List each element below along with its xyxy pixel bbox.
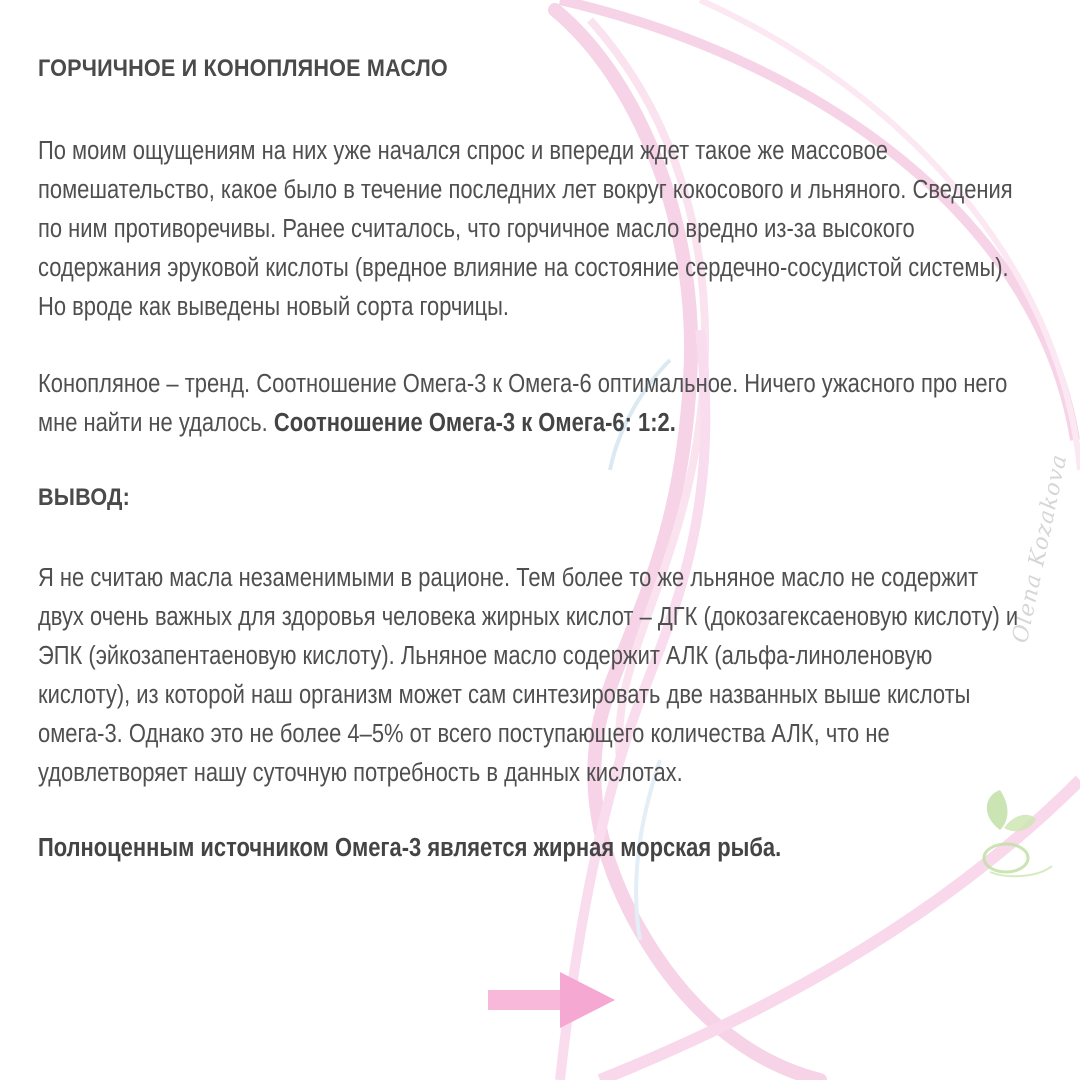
arrow-right-icon[interactable]	[488, 972, 615, 1028]
signature-watermark: Olena Kozakova	[1008, 451, 1073, 646]
paragraph-conclusion: Я не считаю масла незаменимыми в рационе. Тем более то же льняное масло не содержит двух очень важных для здоровья человека жирных кислот – ДГК (докозагексаеновую кислоту) и ЭПК (эйкозапентаеновую кислоту). Льняное масло содержит АЛК (альфа-линоленовую кислоту), из которой наш организм может сам синтезировать две названных выше кислоты омега-3. Однако это не более 4–5% от всего поступающего количества АЛК, что не удовлетворяет нашу суточную потребность в данных кислотах.	[38, 564, 1019, 787]
section-heading-oils: ГОРЧИЧНОЕ И КОНОПЛЯНОЕ МАСЛО	[38, 55, 448, 82]
omega-ratio-highlight: Соотношение Омега-3 к Омега-6: 1:2.	[273, 409, 676, 437]
section-heading-conclusion: ВЫВОД:	[38, 484, 130, 511]
paragraph-hemp-oil	[38, 365, 1027, 443]
paragraph-mustard-oil: По моим ощущениям на них уже начался спрос и впереди ждет такое же массовое помешательство, какое было в течение последних лет вокруг кокосового и льняного. Сведения по ним противоречивы. Ранее считалось, что горчичное масло вредно из-за высокого содержания эруковой кислоты (вредное влияние на состояние сердечно-сосудистой системы). Но вроде как выведены новый сорта горчицы.	[38, 137, 1013, 321]
article-content	[38, 50, 1028, 868]
hemp-oil-text: Конопляное – тренд. Соотношение Омега-3 к Омега-6 оптимальное. Ничего ужасного про него мне найти не удалось.	[38, 370, 1008, 437]
paragraph-fish-source: Полноценным источником Омега-3 является жирная морская рыба.	[38, 834, 782, 862]
